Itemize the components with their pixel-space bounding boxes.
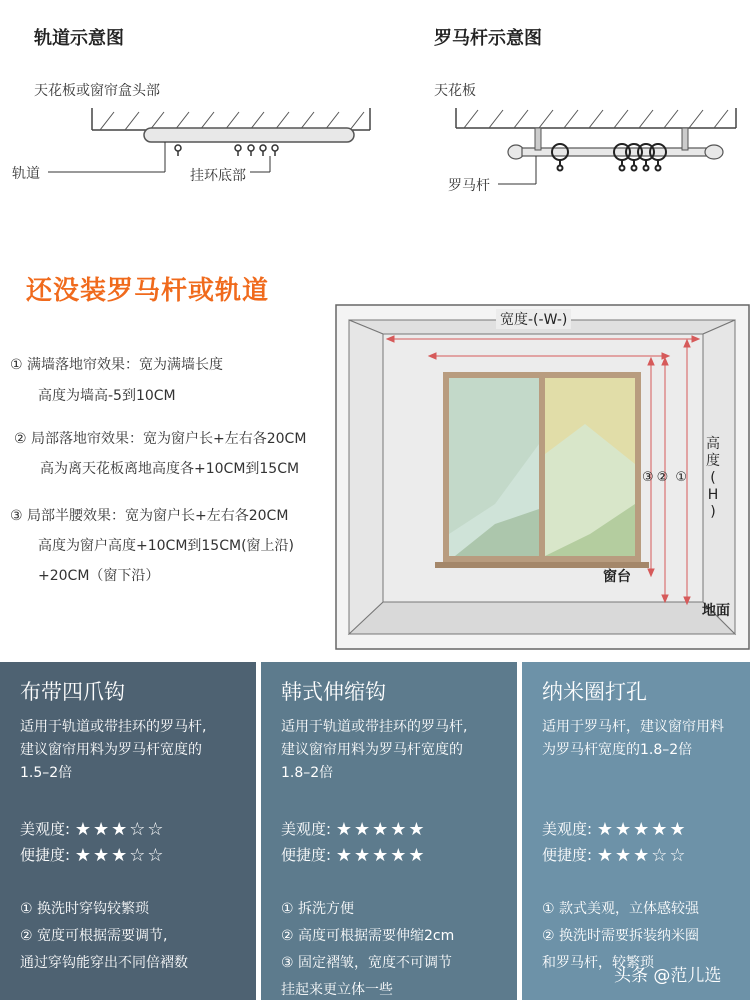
hook-bottom-label: 挂环底部 <box>190 168 246 184</box>
rating-label: 便捷度: <box>281 846 332 864</box>
appearance-rating <box>281 818 427 840</box>
marker-2: ② <box>656 470 672 485</box>
dimension-markers <box>642 470 690 485</box>
rating-stars: ★★★☆☆ <box>74 845 166 866</box>
height-char: H <box>707 487 719 503</box>
spec-number: ② <box>14 431 27 447</box>
spec-line-3: +20CM（窗下沿） <box>38 568 160 584</box>
feature-item: 挂起来更立体一些 <box>281 982 393 998</box>
feature-item: 通过穿钩能穿出不同倍褶数 <box>20 955 188 971</box>
feature-item: ② 换洗时需要拆装纳米圈 <box>542 928 700 944</box>
track-diagram-title: 轨道示意图 <box>34 28 124 49</box>
height-char: 度 <box>706 453 720 469</box>
appearance-rating <box>542 818 688 840</box>
rod-label: 罗马杆 <box>448 178 490 194</box>
spec-item-2 <box>14 429 306 479</box>
spec-item-1 <box>10 355 223 406</box>
card-korean-hook <box>261 662 517 1000</box>
card-fabric-hook <box>0 662 256 1000</box>
feature-list <box>20 896 188 977</box>
watermark: 头条 @范儿选 <box>614 966 722 986</box>
rating-label: 便捷度: <box>542 846 593 864</box>
appearance-rating <box>20 818 166 840</box>
spec-item-3 <box>10 506 294 586</box>
feature-item: ① 款式美观，立体感较强 <box>542 901 700 917</box>
floor-label: 地面 <box>702 603 730 619</box>
sill-label: 窗台 <box>603 569 631 585</box>
hooks <box>175 145 278 156</box>
card-description <box>20 716 206 785</box>
height-char: 高 <box>706 436 720 452</box>
desc-line: 适用于轨道或带挂环的罗马杆, <box>281 719 468 735</box>
rating-label: 美观度: <box>281 820 332 838</box>
feature-item: ② 宽度可根据需要调节, <box>20 928 168 944</box>
feature-item: ② 高度可根据需要伸缩2cm <box>281 928 455 944</box>
convenience-rating <box>20 844 166 866</box>
spec-line-1: 满墙落地帘效果：宽为满墙长度 <box>27 357 224 373</box>
feature-item: 和罗马杆，较繁琐 <box>542 955 654 971</box>
feature-item: ③ 固定褶皱，宽度不可调节 <box>281 955 453 971</box>
card-description <box>281 716 467 785</box>
measure-heading: 还没装罗马杆或轨道 <box>26 276 270 306</box>
track-ceiling-label: 天花板或窗帘盒头部 <box>34 83 160 99</box>
card-title: 纳米圈打孔 <box>542 680 647 704</box>
spec-number: ③ <box>10 508 23 524</box>
rating-stars: ★★★☆☆ <box>74 819 166 840</box>
desc-line: 适用于罗马杆，建议窗帘用料 <box>542 719 724 735</box>
rating-stars: ★★★★★ <box>596 819 688 840</box>
height-char: ) <box>710 504 716 520</box>
rating-stars: ★★★★★ <box>335 845 427 866</box>
card-title: 韩式伸缩钩 <box>281 680 386 704</box>
marker-1: ① <box>675 470 690 485</box>
rating-label: 美观度: <box>542 820 593 838</box>
spec-line-1: 局部半腰效果：宽为窗户长+左右各20CM <box>27 508 289 524</box>
rating-stars: ★★★★★ <box>335 819 427 840</box>
feature-item: ① 换洗时穿钩较繁琐 <box>20 901 150 917</box>
desc-line: 为罗马杆宽度的1.8–2倍 <box>542 742 693 758</box>
ceiling-hatch-rod <box>456 108 736 128</box>
convenience-rating <box>542 844 688 866</box>
desc-line: 建议窗帘用料为罗马杆宽度的 <box>281 742 463 758</box>
rating-stars: ★★★☆☆ <box>596 845 688 866</box>
height-label <box>704 436 722 521</box>
rail-label: 轨道 <box>12 166 40 182</box>
desc-line: 适用于轨道或带挂环的罗马杆, <box>20 719 207 735</box>
rod-diagram-title: 罗马杆示意图 <box>434 28 542 49</box>
window <box>435 372 649 568</box>
spec-number: ① <box>10 357 23 373</box>
spec-line-2: 高为离天花板离地高度各+10CM到15CM <box>40 461 300 477</box>
feature-list <box>281 896 454 1000</box>
rail-shape <box>144 128 354 142</box>
desc-line: 1.5–2倍 <box>20 765 73 781</box>
marker-3: ③ <box>642 470 657 485</box>
convenience-rating <box>281 844 427 866</box>
desc-line: 建议窗帘用料为罗马杆宽度的 <box>20 742 202 758</box>
card-description <box>542 716 724 762</box>
rod-ceiling-label: 天花板 <box>434 83 476 99</box>
feature-item: ① 拆洗方便 <box>281 901 355 917</box>
desc-line: 1.8–2倍 <box>281 765 334 781</box>
card-nano-ring <box>522 662 750 1000</box>
spec-line-1: 局部落地帘效果：宽为窗户长+左右各20CM <box>31 431 307 447</box>
ceiling-hatch <box>92 108 370 130</box>
height-char: ( <box>710 470 716 486</box>
rating-label: 便捷度: <box>20 846 71 864</box>
track-diagram <box>0 100 400 200</box>
card-title: 布带四爪钩 <box>20 680 125 704</box>
spec-line-2: 高度为墙高-5到10CM <box>38 388 176 404</box>
rating-label: 美观度: <box>20 820 71 838</box>
spec-line-2: 高度为窗户高度+10CM到15CM(窗上沿) <box>38 538 294 554</box>
width-label: 宽度-(-W-) <box>496 309 571 329</box>
